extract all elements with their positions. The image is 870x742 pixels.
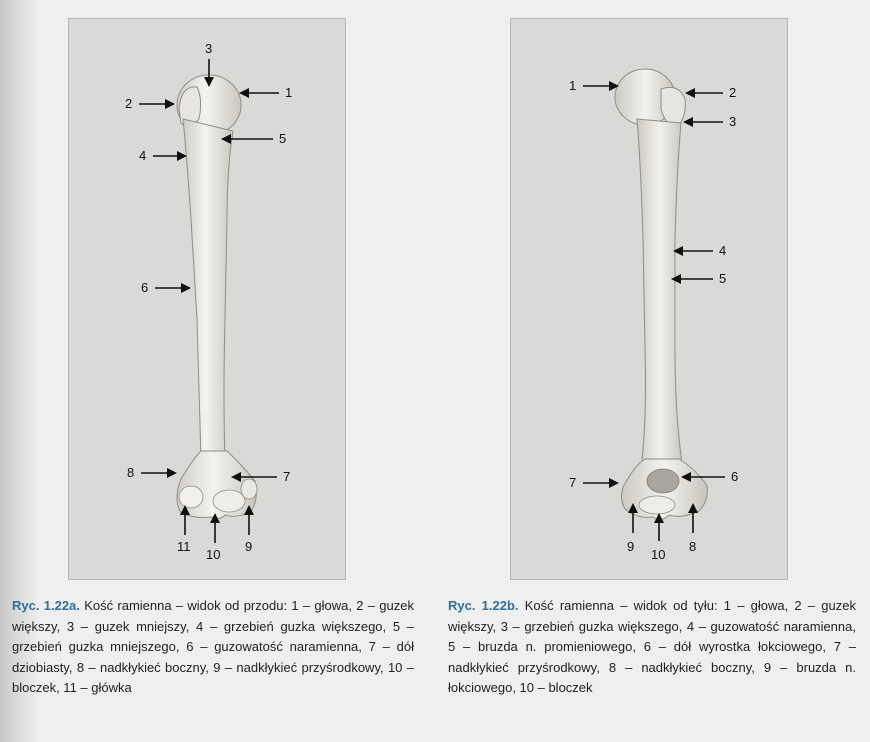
label-a-6 (141, 280, 191, 295)
label-a-1 (239, 85, 292, 100)
svg-text:5: 5 (279, 131, 287, 146)
svg-text:9: 9 (245, 539, 253, 554)
figure-b-caption (448, 596, 856, 699)
label-b-1 (569, 78, 619, 93)
figure-b-image (510, 18, 788, 580)
label-b-3 (683, 114, 736, 129)
label-b-10 (651, 513, 665, 562)
figure-a-id: Ryc. 1.22a. (12, 598, 80, 613)
label-a-4 (139, 148, 187, 163)
label-b-5 (671, 271, 726, 286)
label-b-7 (569, 475, 619, 490)
humerus-shaft (637, 119, 683, 469)
capitulum (179, 486, 203, 508)
svg-text:7: 7 (283, 469, 291, 484)
svg-text:2: 2 (729, 85, 737, 100)
svg-text:8: 8 (689, 539, 697, 554)
label-b-8 (688, 503, 698, 554)
svg-text:10: 10 (206, 547, 221, 562)
svg-text:6: 6 (731, 469, 739, 484)
svg-text:3: 3 (729, 114, 737, 129)
label-a-2 (125, 96, 175, 111)
trochlea (213, 490, 245, 512)
figure-a-caption-text: Kość ramienna – widok od przodu: 1 – głowa, 2 – guzek większy, 3 – guzek mniejszy, 4 – grzebień guzka większego, 5 – grzebień guzka mniejszego, 6 – guzowatość naramienna, 7 – dół dziobiasty, 8 – nadkłykieć boczny, 9 – nadkłykieć przyśrodkowy, 10 – bloczek, 11 – główka (12, 598, 414, 695)
label-a-9 (244, 505, 254, 554)
svg-text:1: 1 (285, 85, 293, 100)
figure-b-caption-text: Kość ramienna – widok od tyłu: 1 – głowa, 2 – guzek większy, 3 – grzebień guzka większego, 4 – guzowatość naramienna, 5 – bruzda n. promieniowego, 6 – dół wyrostka łokciowego, 7 – nadkłykieć przyśrodkowy, 8 – nadkłykieć boczny, 9 – bruzda n. łokciowego, 10 – bloczek (448, 598, 856, 695)
medial-epicondyle (241, 479, 257, 499)
svg-text:8: 8 (127, 465, 135, 480)
svg-text:2: 2 (125, 96, 133, 111)
figure-b-id: Ryc. 1.22b. (448, 598, 519, 613)
svg-text:4: 4 (139, 148, 147, 163)
svg-text:10: 10 (651, 547, 666, 562)
olecranon-fossa (647, 469, 679, 493)
label-a-10 (206, 513, 220, 562)
trochlea (639, 496, 675, 514)
svg-text:4: 4 (719, 243, 727, 258)
label-b-4 (673, 243, 726, 258)
label-b-2 (685, 85, 736, 100)
figure-a-caption (12, 596, 414, 699)
svg-text:11: 11 (177, 539, 191, 554)
humerus-shaft (183, 119, 233, 459)
label-a-11 (177, 505, 191, 554)
humerus-anterior-illustration (69, 19, 345, 579)
svg-text:5: 5 (719, 271, 727, 286)
svg-text:1: 1 (569, 78, 577, 93)
figure-a-image (68, 18, 346, 580)
label-a-8 (127, 465, 177, 480)
svg-text:9: 9 (627, 539, 635, 554)
svg-text:6: 6 (141, 280, 149, 295)
svg-text:3: 3 (205, 41, 213, 56)
svg-text:7: 7 (569, 475, 577, 490)
humerus-posterior-illustration (511, 19, 787, 579)
